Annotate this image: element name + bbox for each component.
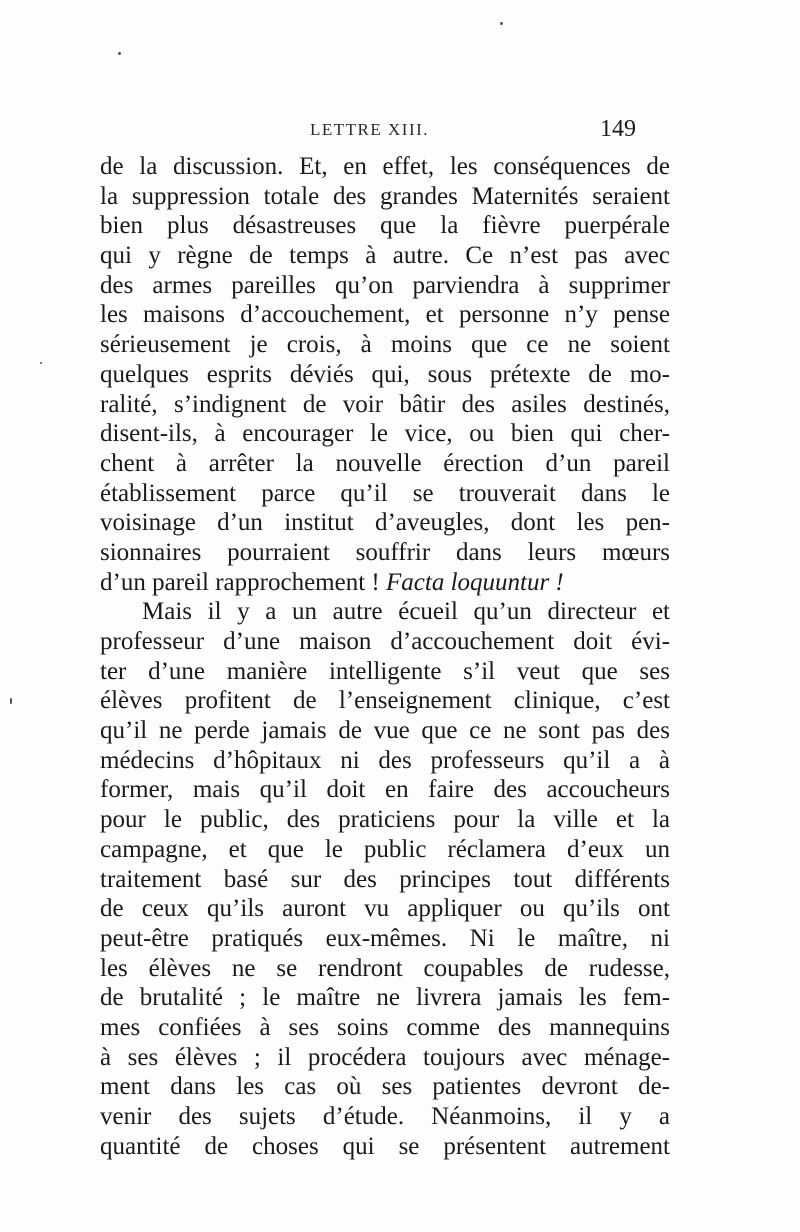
text-line: venir des sujets d’étude. Néanmoins, il y a	[100, 1103, 670, 1130]
paragraph-1	[100, 152, 670, 568]
text-line	[100, 568, 670, 598]
text-line: les maisons d’accouchement, et personne n’y pense	[100, 301, 670, 329]
paper-speck	[118, 52, 121, 55]
text-line: de ceux qu’ils auront vu appliquer ou qu’ils ont	[100, 895, 670, 923]
running-title: LETTRE XIII.	[310, 120, 430, 139]
text-line: quantité de choses qui se présentent autrement	[100, 1132, 670, 1160]
text-line: qu’il ne perde jamais de vue que ce ne sont pas des	[100, 717, 670, 745]
paper-speck	[40, 362, 42, 364]
text-line: former, mais qu’il doit en faire des accoucheurs	[100, 776, 670, 804]
text-line: à ses élèves ; il procédera toujours avec ménage-	[100, 1043, 670, 1071]
text-line: élèves profitent de l’enseignement clinique, c’est	[100, 687, 670, 715]
text-line: traitement basé sur des principes tout différents	[100, 865, 670, 893]
text-line: quelques esprits déviés qui, sous prétexte de mo-	[100, 360, 670, 388]
paper-speck	[500, 22, 503, 25]
text-line: disent-ils, à encourager le vice, ou bien qui cher-	[100, 420, 670, 448]
text-line: campagne, et que le public réclamera d’eux un	[100, 835, 670, 863]
text-line: ter d’une manière intelligente s’il veut que ses	[100, 657, 670, 685]
text-line: médecins d’hôpitaux ni des professeurs qu’il a à	[100, 746, 670, 774]
text-line: ment dans les cas où ses patientes devront de-	[100, 1073, 670, 1101]
text-line: pour le public, des praticiens pour la ville et la	[100, 806, 670, 834]
text-line: bien plus désastreuses que la fièvre puerpérale	[100, 212, 670, 240]
paper-speck	[10, 698, 12, 704]
text-line: ralité, s’indignent de voir bâtir des asiles destinés,	[100, 390, 670, 418]
text-line: qui y règne de temps à autre. Ce n’est pas avec	[100, 242, 670, 270]
latin-quote: Facta loquuntur !	[386, 568, 564, 596]
text-line: sionnaires pourraient souffrir dans leurs mœurs	[100, 538, 670, 566]
body-text	[100, 152, 670, 1161]
text-line: de la discussion. Et, en effet, les conséquences de	[100, 153, 670, 180]
text-line: sérieusement je crois, à moins que ce ne soient	[100, 331, 670, 359]
text-line: les élèves ne se rendront coupables de rudesse,	[100, 954, 670, 982]
text-line: établissement parce qu’il se trouverait dans le	[100, 479, 670, 507]
text-line: de brutalité ; le maître ne livrera jamais les fem-	[100, 984, 670, 1012]
text-line: chent à arrêter la nouvelle érection d’un pareil	[100, 449, 670, 477]
text-line: Mais il y a un autre écueil qu’un directeur et	[142, 598, 670, 626]
text-line: des armes pareilles qu’on parviendra à supprimer	[100, 271, 670, 299]
text-line: la suppression totale des grandes Maternités seraient	[100, 182, 670, 210]
text-line: professeur d’une maison d’accouchement doit évi-	[100, 628, 670, 655]
text-line: mes confiées à ses soins comme des mannequins	[100, 1013, 670, 1041]
paragraph-2	[100, 597, 670, 1161]
page-number: 149	[600, 116, 636, 142]
text-line: peut-être pratiqués eux-mêmes. Ni le maître, ni	[100, 924, 670, 952]
running-head	[0, 116, 800, 146]
text-line: voisinage d’un institut d’aveugles, dont les pen-	[100, 509, 670, 537]
paragraph-1-last-line: d’un pareil rapprochement !	[100, 568, 386, 596]
